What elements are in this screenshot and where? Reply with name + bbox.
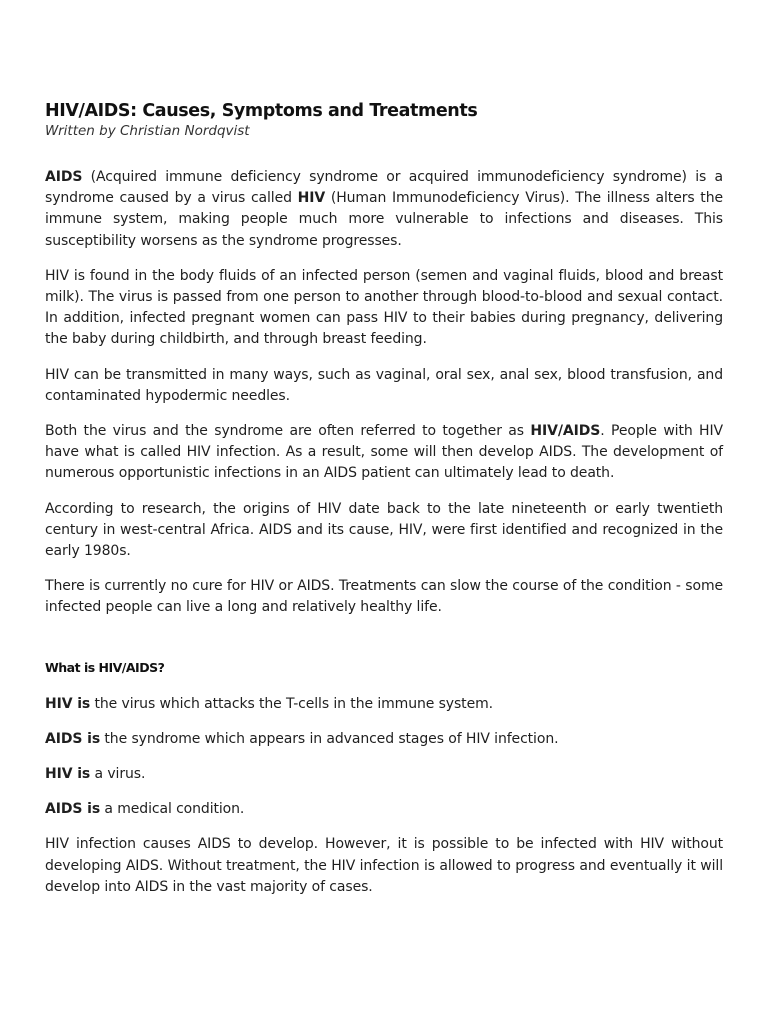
text: (Acquired immune deficiency syndrome or acquired immunodeficiency syndrome) is a syndrome caused by a virus called — [45, 169, 723, 207]
section-heading: What is HIV/AIDS? — [45, 659, 165, 675]
term-hiv: HIV — [297, 190, 326, 207]
paragraph-transmission-ways: HIV can be transmitted in many ways, such as vaginal, oral sex, anal sex, blood transfusion, and contaminated hypodermic needles. — [45, 366, 723, 404]
definition-term: HIV is — [45, 766, 91, 783]
term-hiv-aids: HIV/AIDS — [530, 423, 601, 440]
paragraph-hiv-transmission-fluids: HIV is found in the body fluids of an infected person (semen and vaginal fluids, blood and breast milk). The virus is passed from one person to another through blood-to-blood and sexual contact. In addition, infected pregnant women can pass HIV to their babies during pregnancy, delivering the baby during childbirth, and through breast feeding. — [45, 267, 723, 348]
definition-item — [45, 799, 723, 820]
definition-term: HIV is — [45, 695, 91, 712]
definition-item — [45, 694, 723, 715]
article-title: HIV/AIDS: Causes, Symptoms and Treatments — [45, 101, 478, 121]
text: (Human Immunodeficiency Virus). The illness alters the immune system, making people much more vulnerable to infections and diseases. This susceptibility worsens as the syndrome progresses. — [45, 190, 723, 249]
article — [45, 100, 723, 898]
definition-item — [45, 764, 723, 785]
term-aids: AIDS — [45, 169, 83, 185]
paragraph-no-cure: There is currently no cure for HIV or AIDS. Treatments can slow the course of the condition - some infected people can live a long and relatively healthy life. — [45, 578, 723, 616]
paragraph-closing: HIV infection causes AIDS to develop. However, it is possible to be infected with HIV without developing AIDS. Without treatment, the HIV infection is allowed to progress and eventually it will develop into AIDS in the vast majority of cases. — [45, 836, 723, 895]
definition-term: AIDS is — [45, 730, 101, 747]
definition-text: a medical condition. — [100, 801, 245, 818]
definition-item — [45, 729, 723, 750]
paragraph-hiv-aids-together — [45, 421, 723, 485]
definition-text: the syndrome which appears in advanced stages of HIV infection. — [100, 730, 559, 747]
definition-text: the virus which attacks the T-cells in the immune system. — [90, 695, 493, 712]
definition-term: AIDS is — [45, 801, 101, 818]
text: Both the virus and the syndrome are often referred to together as — [45, 423, 531, 440]
article-byline: Written by Christian Nordqvist — [45, 123, 250, 139]
paragraph-aids-definition — [45, 167, 723, 252]
text: . People with HIV have what is called HIV infection. As a result, some will then develop AIDS. The development of numerous opportunistic infections in an AIDS patient can ultimately lead to death. — [45, 423, 723, 482]
definition-text: a virus. — [90, 766, 146, 783]
paragraph-origins: According to research, the origins of HIV date back to the late nineteenth or early twentieth century in west-central Africa. AIDS and its cause, HIV, were first identified and recognized in the early 1980s. — [45, 500, 723, 560]
